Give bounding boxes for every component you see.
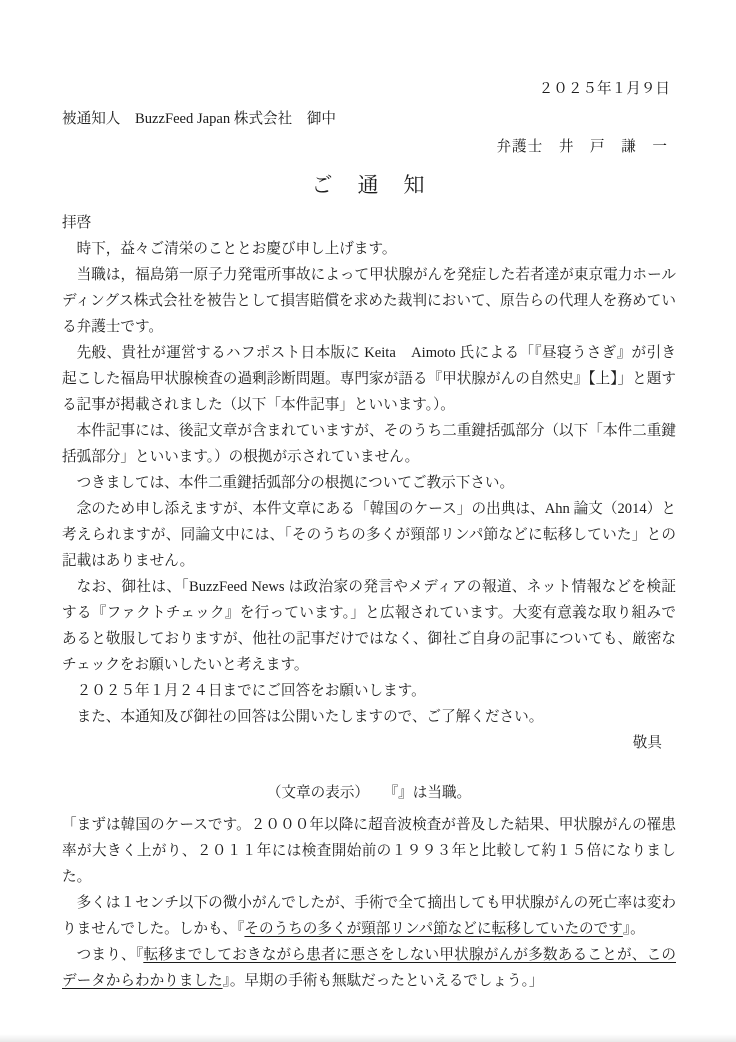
underlined-text: 転移までしておきながら患者に悪さをしない甲状腺がんが多数あることが、このデータからわかりました (62, 947, 676, 989)
paragraph (62, 574, 676, 678)
paragraph (62, 340, 676, 418)
paragraph (62, 942, 676, 994)
text-segment: ２０２５年１月２４日までにご回答をお願いします。 (76, 683, 426, 699)
salutation: 拝啓 (62, 215, 92, 231)
text-segment: 』。早期の手術も無駄だったといえるでしょう。」 (222, 973, 544, 989)
page-bottom-edge (0, 1034, 736, 1042)
text-segment: 先般、貴社が運営するハフポスト日本版に Keita Aimoto 氏による「『昼寝うさぎ』が引き起こした福島甲状腺検査の過剰診断問題。専門家が語る『甲状腺がんの自然史』【上】」と題する記事が掲載されました（以下「本件記事」といいます。）。 (62, 345, 676, 413)
letter-title: ご 通 知 (311, 173, 427, 197)
quote-block (62, 812, 676, 994)
text-segment: 本件記事には、後記文章が含まれていますが、そのうち二重鍵括弧部分（以下「本件二重鍵括弧部分」といいます。）の根拠が示されていません。 (62, 423, 676, 465)
sender-line: 弁護士 井 戸 謙 一 (496, 139, 668, 155)
text-segment: また、本通知及び御社の回答は公開いたしますので、ご了解ください。 (76, 709, 544, 725)
paragraph (62, 262, 676, 340)
paragraph (62, 812, 676, 890)
notation-line: （文章の表示） 『』は当職。 (266, 785, 472, 801)
closing: 敬具 (632, 735, 662, 751)
text-segment: 』。 (622, 921, 645, 937)
paragraph (62, 470, 676, 496)
text-segment: 「まずは韓国のケースです。２０００年以降に超音波検査が普及した結果、甲状腺がんの罹患率が大きく上がり、２０１１年には検査開始前の１９９３年と比較して約１５倍になりました。 (62, 817, 676, 885)
text-segment: つまり、『 (76, 947, 144, 963)
paragraph (62, 890, 676, 942)
letter-date: ２０２５年１月９日 (538, 81, 670, 97)
underlined-text: そのうちの多くが頸部リンパ節などに転移していたのです (244, 921, 623, 937)
paragraph (62, 236, 676, 262)
paragraph (62, 678, 676, 704)
text-segment: つきましては、本件二重鍵括弧部分の根拠についてご教示下さい。 (76, 475, 515, 491)
text-segment: 多くは１センチ以下の微小がんでしたが、手術で全て摘出しても甲状腺がんの死亡率は変わりませんでした。しかも、『 (62, 895, 676, 937)
paragraph (62, 418, 676, 470)
text-segment: 当職は，福島第一原子力発電所事故によって甲状腺がんを発症した若者達が東京電力ホールディングス株式会社を被告として損害賠償を求めた裁判において、原告らの代理人を務めている弁護士です。 (62, 267, 676, 335)
text-segment: 念のため申し添えますが、本件文章にある「韓国のケース」の出典は、Ahn 論文（2014）と考えられますが、同論文中には、「そのうちの多くが頸部リンパ節などに転移していた」との記載はありません。 (62, 501, 676, 569)
body-paragraphs (62, 236, 676, 730)
text-segment: なお、御社は、「BuzzFeed News は政治家の発言やメディアの報道、ネット情報などを検証する『ファクトチェック』を行っています。」と広報されています。大変有意義な取り組みであると敬服しておりますが、他社の記事だけではなく、御社ご自身の記事についても、厳密なチェックをお願いしたいと考えます。 (62, 579, 676, 673)
recipient-line: 被通知人 BuzzFeed Japan 株式会社 御中 (62, 111, 337, 127)
text-segment: 時下，益々ご清栄のこととお慶び申し上げます。 (76, 241, 397, 257)
paragraph (62, 496, 676, 574)
paragraph (62, 704, 676, 730)
